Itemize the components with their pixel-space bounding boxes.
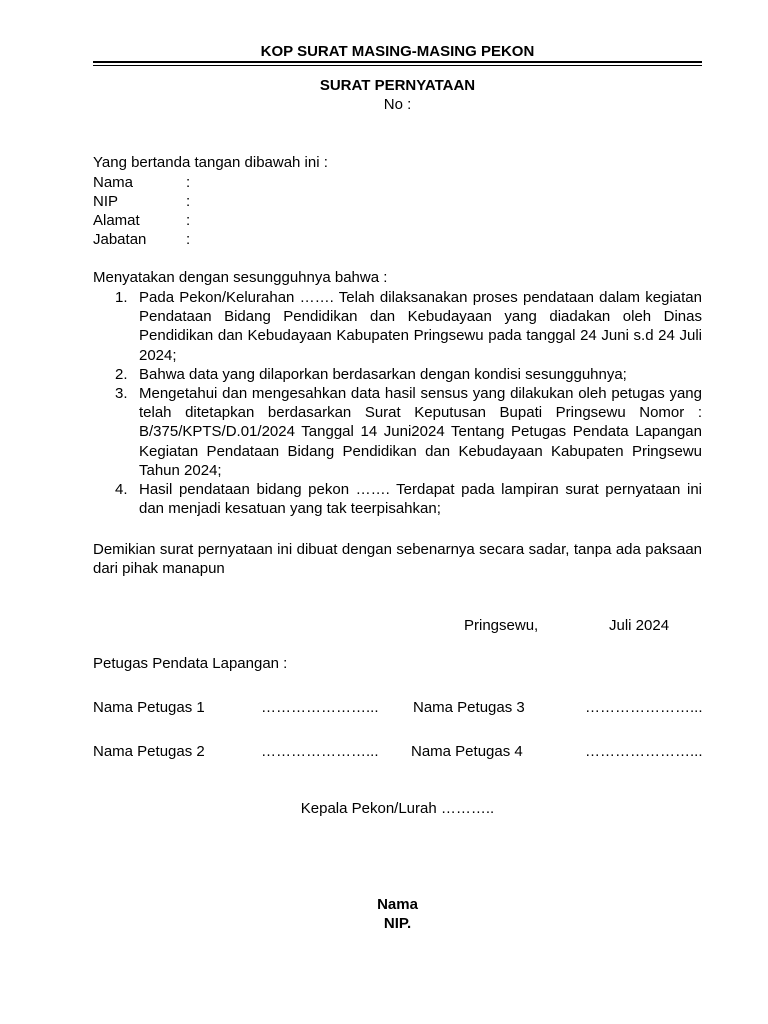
statement-list <box>93 288 702 518</box>
field-jabatan <box>93 231 190 248</box>
signature-nip: NIP. <box>383 915 412 932</box>
letterhead-rule-thick <box>93 61 702 63</box>
letterhead: KOP SURAT MASING-MASING PEKON <box>260 43 535 60</box>
statement-number: 3. <box>115 385 128 403</box>
statement-item <box>93 365 702 384</box>
officer-3-dots: …………………... <box>585 699 703 716</box>
field-nama <box>93 174 190 191</box>
statement-text: Bahwa data yang dilaporkan berdasarkan dengan kondisi sesungguhnya; <box>139 365 627 383</box>
field-colon: : <box>186 193 191 210</box>
field-nip <box>93 193 190 210</box>
statement-number: 4. <box>115 481 128 499</box>
officers-title: Petugas Pendata Lapangan : <box>93 655 288 672</box>
field-colon: : <box>186 174 191 191</box>
statement-item <box>93 480 702 518</box>
field-label: Nama <box>93 174 134 191</box>
officer-4-dots: …………………... <box>585 743 703 760</box>
field-label: NIP <box>93 193 119 210</box>
document-title: SURAT PERNYATAAN <box>319 77 476 94</box>
field-label: Alamat <box>93 212 140 229</box>
statement-item <box>93 384 702 480</box>
field-colon: : <box>186 212 191 229</box>
closing-paragraph: Demikian surat pernyataan ini dibuat dengan sebenarnya secara sadar, tanpa ada paksaan dari pihak manapun <box>93 541 702 578</box>
officer-2-name: Nama Petugas 2 <box>93 743 205 760</box>
date-month-year: Juli 2024 <box>609 617 670 634</box>
field-alamat <box>93 212 190 229</box>
officer-2-dots: …………………... <box>261 743 379 760</box>
statement-number: 2. <box>115 365 128 383</box>
officer-3-name: Nama Petugas 3 <box>413 699 525 716</box>
officer-1-name: Nama Petugas 1 <box>93 699 205 716</box>
document-number: No : <box>383 96 412 113</box>
statement-number: 1. <box>115 289 128 306</box>
statement-text: Mengetahui dan mengesahkan data hasil sensus yang dilakukan oleh petugas yang telah ditetapkan berdasarkan Surat Keputusan Bupati Pringsewu Nomor : B/375/KPTS/D.01/2024 Tanggal 14 Juni2024 Tentang Petugas Pendata Lapangan Kegiatan Pendataan Bidang Pendidikan dan Kebudayaan Kabupaten Pringsewu Tahun 2024; <box>139 385 702 479</box>
statement-item <box>93 288 702 365</box>
date-place: Pringsewu, <box>464 617 539 634</box>
statement-text: Hasil pendataan bidang pekon ……. Terdapat pada lampiran surat pernyataan ini dan menjadi kesatuan yang tak teerpisahkan; <box>139 481 702 518</box>
statement-intro: Menyatakan dengan sesungguhnya bahwa : <box>93 269 388 286</box>
head-title: Kepala Pekon/Lurah ……….. <box>300 800 495 817</box>
field-label: Jabatan <box>93 231 147 248</box>
officer-1-dots: …………………... <box>261 699 379 716</box>
signature-name: Nama <box>377 896 418 913</box>
statement-text: Pada Pekon/Kelurahan ……. Telah dilaksanakan proses pendataan dalam kegiatan Pendataan Bidang Pendidikan dan Kebudayaan yang diadakan oleh Dinas Pendidikan dan Kebudayaan Kabupaten Pringsewu pada tanggal 24 Juni s.d 24 Juli 2024; <box>139 289 702 364</box>
intro-text: Yang bertanda tangan dibawah ini : <box>93 154 328 171</box>
field-colon: : <box>186 231 191 248</box>
officer-4-name: Nama Petugas 4 <box>411 743 523 760</box>
letterhead-rule-thin <box>93 65 702 66</box>
